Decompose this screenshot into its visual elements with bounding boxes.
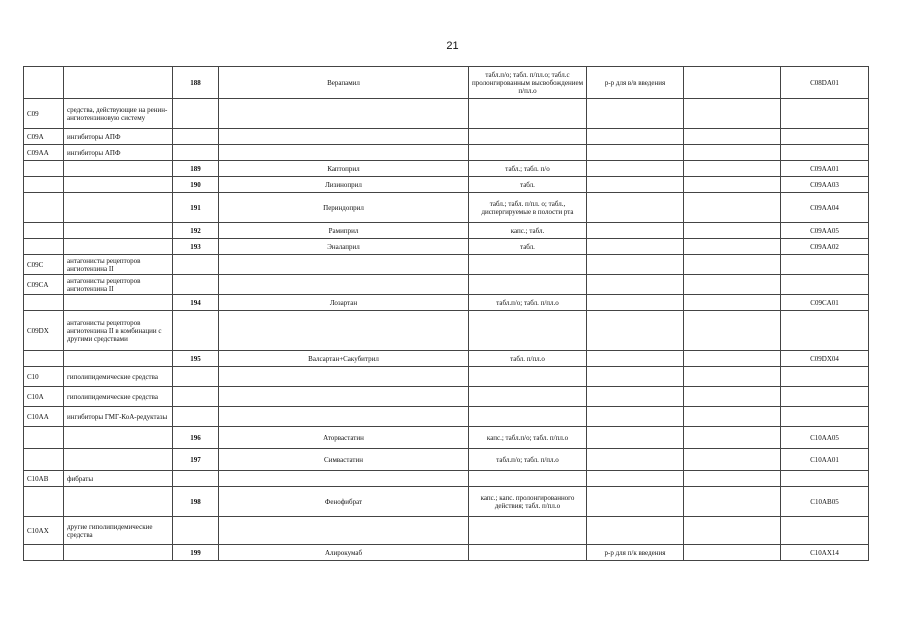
- dosage-form: [469, 407, 587, 427]
- injection-form: р-р для п/к введения: [587, 545, 684, 561]
- injection-form: [587, 239, 684, 255]
- atc-group-code: C10AA: [24, 407, 64, 427]
- atc-group-code: [24, 239, 64, 255]
- atc-code: C09CA01: [781, 295, 869, 311]
- row-number: [173, 129, 219, 145]
- empty-cell: [684, 161, 781, 177]
- atc-code: C10AA01: [781, 449, 869, 471]
- row-number: [173, 275, 219, 295]
- empty-cell: [684, 145, 781, 161]
- drug-name: [219, 387, 469, 407]
- empty-cell: [684, 295, 781, 311]
- dosage-form: табл.п/о; табл. п/пл.о: [469, 449, 587, 471]
- atc-group-name: ингибиторы ГМГ-КоА-редуктазы: [64, 407, 173, 427]
- empty-cell: [684, 471, 781, 487]
- atc-group-name: ингибиторы АПФ: [64, 145, 173, 161]
- dosage-form: [469, 471, 587, 487]
- table-row: [24, 545, 869, 561]
- drug-name: Симвастатин: [219, 449, 469, 471]
- table-row: [24, 193, 869, 223]
- drug-name: Рамиприл: [219, 223, 469, 239]
- drug-name: Лозартан: [219, 295, 469, 311]
- atc-group-name: [64, 351, 173, 367]
- drug-name: [219, 275, 469, 295]
- atc-group-code: [24, 193, 64, 223]
- atc-group-name: [64, 223, 173, 239]
- atc-group-name: ингибиторы АПФ: [64, 129, 173, 145]
- table-row: [24, 275, 869, 295]
- atc-code: C09DX04: [781, 351, 869, 367]
- empty-cell: [684, 129, 781, 145]
- dosage-form: табл.: [469, 239, 587, 255]
- table-row: [24, 387, 869, 407]
- empty-cell: [684, 223, 781, 239]
- drug-name: Эналаприл: [219, 239, 469, 255]
- atc-code: C08DA01: [781, 67, 869, 99]
- drug-name: [219, 471, 469, 487]
- atc-code: [781, 471, 869, 487]
- dosage-form: [469, 387, 587, 407]
- row-number: 194: [173, 295, 219, 311]
- atc-group-code: C10: [24, 367, 64, 387]
- table-row: [24, 99, 869, 129]
- empty-cell: [684, 487, 781, 517]
- atc-code: [781, 407, 869, 427]
- row-number: 198: [173, 487, 219, 517]
- injection-form: [587, 471, 684, 487]
- row-number: [173, 517, 219, 545]
- empty-cell: [684, 367, 781, 387]
- empty-cell: [684, 407, 781, 427]
- atc-group-code: C09DX: [24, 311, 64, 351]
- row-number: 199: [173, 545, 219, 561]
- atc-group-name: гиполипидемические средства: [64, 367, 173, 387]
- empty-cell: [684, 99, 781, 129]
- row-number: [173, 471, 219, 487]
- drug-name: [219, 255, 469, 275]
- dosage-form: [469, 367, 587, 387]
- injection-form: [587, 407, 684, 427]
- dosage-form: [469, 311, 587, 351]
- table-row: [24, 449, 869, 471]
- drug-name: Лизиноприл: [219, 177, 469, 193]
- drug-name: [219, 517, 469, 545]
- injection-form: [587, 99, 684, 129]
- injection-form: [587, 295, 684, 311]
- atc-code: [781, 367, 869, 387]
- drug-name: [219, 367, 469, 387]
- dosage-form: табл.; табл. п/о: [469, 161, 587, 177]
- injection-form: р-р для в/в введения: [587, 67, 684, 99]
- table-row: [24, 471, 869, 487]
- dosage-form: [469, 545, 587, 561]
- atc-group-code: [24, 351, 64, 367]
- atc-group-name: [64, 427, 173, 449]
- empty-cell: [684, 239, 781, 255]
- table-row: [24, 487, 869, 517]
- dosage-form: [469, 145, 587, 161]
- empty-cell: [684, 449, 781, 471]
- dosage-form: капс.; капс. пролонгированного действия; табл. п/пл.о: [469, 487, 587, 517]
- row-number: 193: [173, 239, 219, 255]
- atc-group-code: [24, 487, 64, 517]
- row-number: 189: [173, 161, 219, 177]
- table-row: [24, 239, 869, 255]
- atc-group-name: другие гиполипидемические средства: [64, 517, 173, 545]
- atc-code: [781, 517, 869, 545]
- drug-name: Периндоприл: [219, 193, 469, 223]
- row-number: 191: [173, 193, 219, 223]
- dosage-form: [469, 275, 587, 295]
- table-row: [24, 145, 869, 161]
- dosage-form: [469, 517, 587, 545]
- empty-cell: [684, 67, 781, 99]
- drug-name: [219, 407, 469, 427]
- table-row: [24, 517, 869, 545]
- atc-code: C09AA03: [781, 177, 869, 193]
- drug-name: Валсартан+Сакубитрил: [219, 351, 469, 367]
- empty-cell: [684, 177, 781, 193]
- dosage-form: табл.п/о; табл. п/пл.о; табл.с пролонгированным высвобождением п/пл.о: [469, 67, 587, 99]
- table-row: [24, 177, 869, 193]
- atc-group-name: [64, 177, 173, 193]
- dosage-form: табл. п/пл.о: [469, 351, 587, 367]
- atc-group-name: [64, 239, 173, 255]
- atc-group-name: антагонисты рецепторов ангиотензина II: [64, 275, 173, 295]
- atc-group-code: C09AA: [24, 145, 64, 161]
- injection-form: [587, 487, 684, 517]
- page-number: 21: [446, 40, 459, 52]
- atc-code: [781, 311, 869, 351]
- row-number: [173, 99, 219, 129]
- table-row: [24, 67, 869, 99]
- atc-group-name: [64, 449, 173, 471]
- drug-name: Верапамил: [219, 67, 469, 99]
- dosage-form: табл.; табл. п/пл. о; табл., диспергируемые в полости рта: [469, 193, 587, 223]
- atc-group-code: [24, 295, 64, 311]
- injection-form: [587, 177, 684, 193]
- atc-code: C09AA05: [781, 223, 869, 239]
- injection-form: [587, 449, 684, 471]
- empty-cell: [684, 545, 781, 561]
- atc-group-code: C10AB: [24, 471, 64, 487]
- drug-name: Фенофибрат: [219, 487, 469, 517]
- table-row: [24, 295, 869, 311]
- injection-form: [587, 387, 684, 407]
- atc-group-code: C10A: [24, 387, 64, 407]
- atc-group-name: [64, 67, 173, 99]
- atc-group-code: [24, 161, 64, 177]
- table-row: [24, 223, 869, 239]
- injection-form: [587, 255, 684, 275]
- drug-list-table: [23, 66, 869, 561]
- table-row: [24, 407, 869, 427]
- empty-cell: [684, 427, 781, 449]
- row-number: [173, 367, 219, 387]
- table-row: [24, 255, 869, 275]
- drug-name: [219, 311, 469, 351]
- drug-name: [219, 129, 469, 145]
- empty-cell: [684, 275, 781, 295]
- atc-group-name: антагонисты рецепторов ангиотензина II: [64, 255, 173, 275]
- injection-form: [587, 427, 684, 449]
- drug-name: Алирокумаб: [219, 545, 469, 561]
- atc-group-code: [24, 177, 64, 193]
- atc-group-code: C09: [24, 99, 64, 129]
- atc-group-code: C09C: [24, 255, 64, 275]
- injection-form: [587, 517, 684, 545]
- atc-code: [781, 255, 869, 275]
- injection-form: [587, 161, 684, 177]
- atc-code: [781, 99, 869, 129]
- row-number: 197: [173, 449, 219, 471]
- atc-code: C09AA02: [781, 239, 869, 255]
- atc-code: [781, 145, 869, 161]
- table-row: [24, 161, 869, 177]
- atc-code: [781, 387, 869, 407]
- row-number: [173, 145, 219, 161]
- table-row: [24, 311, 869, 351]
- table-row: [24, 427, 869, 449]
- injection-form: [587, 311, 684, 351]
- atc-group-name: [64, 487, 173, 517]
- atc-code: C09AA01: [781, 161, 869, 177]
- empty-cell: [684, 517, 781, 545]
- table-row: [24, 351, 869, 367]
- injection-form: [587, 351, 684, 367]
- drug-name: Аторвастатин: [219, 427, 469, 449]
- atc-group-code: [24, 427, 64, 449]
- dosage-form: табл.: [469, 177, 587, 193]
- injection-form: [587, 367, 684, 387]
- atc-group-name: средства, действующие на ренин-ангиотензиновую систему: [64, 99, 173, 129]
- atc-group-code: C10AX: [24, 517, 64, 545]
- atc-code: C10AX14: [781, 545, 869, 561]
- dosage-form: [469, 99, 587, 129]
- dosage-form: капс.; табл.: [469, 223, 587, 239]
- atc-group-name: гиполипидемические средства: [64, 387, 173, 407]
- atc-group-code: [24, 545, 64, 561]
- atc-code: C10AA05: [781, 427, 869, 449]
- atc-code: C09AA04: [781, 193, 869, 223]
- atc-group-code: C09CA: [24, 275, 64, 295]
- injection-form: [587, 275, 684, 295]
- row-number: 188: [173, 67, 219, 99]
- atc-group-name: фибраты: [64, 471, 173, 487]
- injection-form: [587, 223, 684, 239]
- row-number: 190: [173, 177, 219, 193]
- row-number: [173, 387, 219, 407]
- atc-code: [781, 129, 869, 145]
- empty-cell: [684, 387, 781, 407]
- atc-group-code: [24, 449, 64, 471]
- row-number: 196: [173, 427, 219, 449]
- dosage-form: [469, 129, 587, 145]
- empty-cell: [684, 193, 781, 223]
- atc-group-code: [24, 67, 64, 99]
- table-row: [24, 367, 869, 387]
- atc-code: C10AB05: [781, 487, 869, 517]
- atc-group-code: [24, 223, 64, 239]
- row-number: 195: [173, 351, 219, 367]
- empty-cell: [684, 255, 781, 275]
- drug-name: [219, 99, 469, 129]
- drug-name: [219, 145, 469, 161]
- empty-cell: [684, 311, 781, 351]
- atc-group-name: [64, 161, 173, 177]
- row-number: 192: [173, 223, 219, 239]
- dosage-form: капс.; табл.п/о; табл. п/пл.о: [469, 427, 587, 449]
- row-number: [173, 311, 219, 351]
- injection-form: [587, 193, 684, 223]
- injection-form: [587, 145, 684, 161]
- atc-group-name: [64, 193, 173, 223]
- atc-group-name: антагонисты рецепторов ангиотензина II в комбинации с другими средствами: [64, 311, 173, 351]
- empty-cell: [684, 351, 781, 367]
- atc-code: [781, 275, 869, 295]
- atc-group-name: [64, 545, 173, 561]
- dosage-form: табл.п/о; табл. п/пл.о: [469, 295, 587, 311]
- injection-form: [587, 129, 684, 145]
- table-row: [24, 129, 869, 145]
- atc-group-code: C09A: [24, 129, 64, 145]
- row-number: [173, 407, 219, 427]
- drug-name: Каптоприл: [219, 161, 469, 177]
- row-number: [173, 255, 219, 275]
- dosage-form: [469, 255, 587, 275]
- atc-group-name: [64, 295, 173, 311]
